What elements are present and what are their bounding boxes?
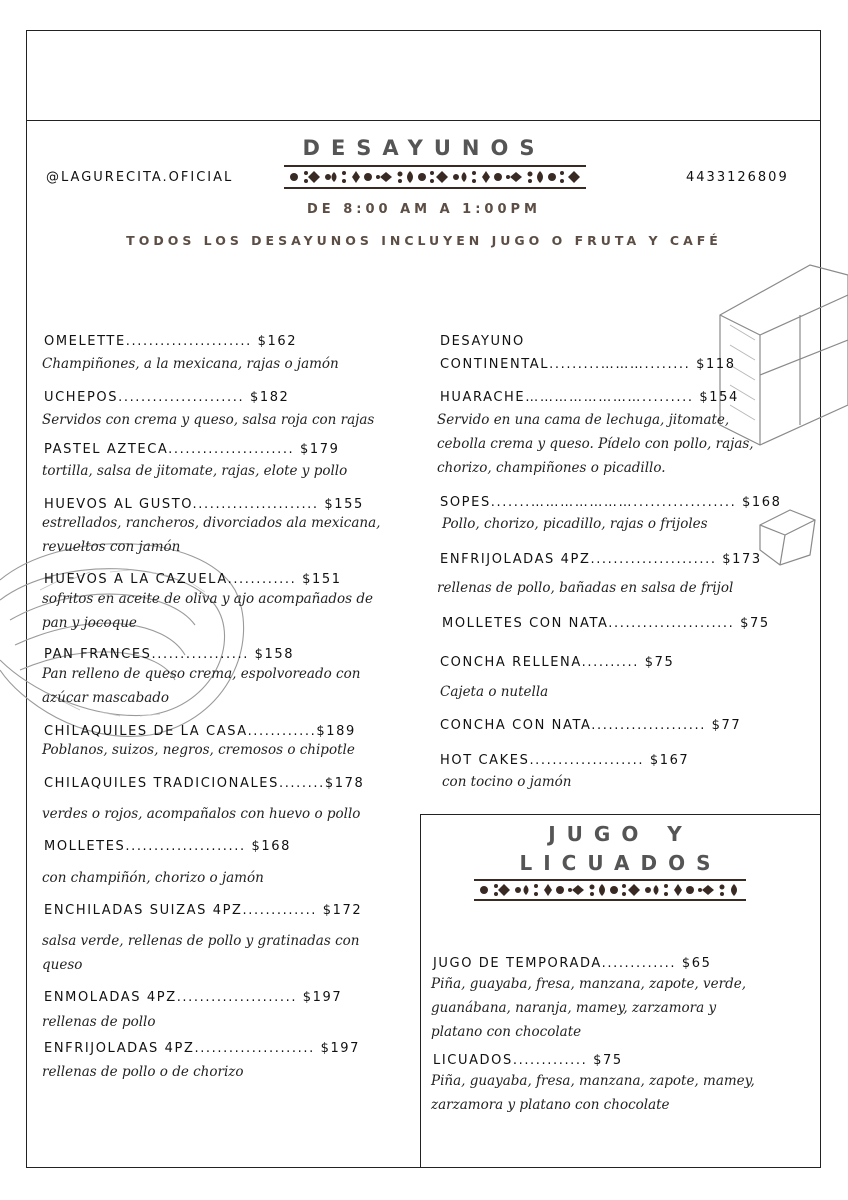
menu-item-description: Piña, guayaba, fresa, manzana, zapote, mamey, zarzamora y platano con chocolate — [431, 1073, 755, 1113]
menu-item-description: Poblanos, suizos, negros, cremosos o chipotle — [42, 742, 355, 758]
menu-item-description: con champiñón, chorizo o jamón — [42, 870, 264, 886]
menu-item-title: LICUADOS............. $75 — [433, 1053, 623, 1068]
menu-item-title: DESAYUNO — [440, 334, 525, 349]
menu-item-title: OMELETTE...................... $162 — [44, 334, 298, 349]
page-title: DESAYUNOS — [302, 136, 546, 160]
drinks-title-line1: JUGO Y — [548, 822, 693, 846]
menu-item-title: PASTEL AZTECA...................... $179 — [44, 442, 340, 457]
menu-item-title: CONCHA CON NATA.................... $77 — [440, 718, 742, 733]
menu-item-description: salsa verde, rellenas de pollo y gratinadas con queso — [42, 933, 360, 973]
menu-item-title: CHILAQUILES TRADICIONALES........$178 — [44, 776, 365, 791]
header-divider — [26, 120, 821, 121]
menu-item-description: Cajeta o nutella — [440, 684, 549, 700]
menu-item-title: CONCHA RELLENA.......... $75 — [440, 655, 675, 670]
menu-item-description: rellenas de pollo o de chorizo — [42, 1064, 244, 1080]
menu-item-description: Pan relleno de queso crema, espolvoreado con azúcar mascabado — [42, 666, 361, 706]
menu-item-title: CONTINENTAL.........………........ $118 — [440, 357, 736, 372]
menu-item-title: JUGO DE TEMPORADA............. $65 — [433, 956, 712, 971]
menu-item-description: sofritos en aceite de oliva y ajo acompañados de pan y jocoque — [42, 591, 374, 631]
menu-item-description: rellenas de pollo, bañadas en salsa de frijol — [437, 580, 734, 596]
menu-item-title: HUEVOS AL GUSTO...................... $155 — [44, 497, 364, 512]
menu-item-title: PAN FRANCES................. $158 — [44, 647, 295, 662]
menu-item-description: Servido en una cama de lechuga, jitomate, cebolla crema y queso. Pídelo con pollo, rajas, chorizo, champiñones o picadillo. — [437, 412, 754, 476]
menu-item-title: MOLLETES CON NATA...................... $75 — [442, 616, 770, 631]
menu-item-description: verdes o rojos, acompañalos con huevo o pollo — [42, 806, 361, 822]
hours: DE 8:00 AM A 1:00PM — [307, 202, 541, 217]
menu-item-title: ENFRIJOLADAS 4PZ...................... $173 — [440, 552, 762, 567]
menu-item-title: ENMOLADAS 4PZ..................... $197 — [44, 990, 343, 1005]
phone-number: 4433126809 — [686, 170, 789, 185]
menu-item-title: HOT CAKES.................... $167 — [440, 753, 690, 768]
menu-item-description: Champiñones, a la mexicana, rajas o jamón — [42, 356, 339, 372]
menu-item-title: SOPES.......………………….................. $168 — [440, 495, 782, 510]
menu-item-title: ENFRIJOLADAS 4PZ..................... $197 — [44, 1041, 361, 1056]
papel-picado-banner-icon — [474, 877, 746, 903]
menu-item-description: Piña, guayaba, fresa, manzana, zapote, verde, guanábana, naranja, mamey, zarzamora y platano con chocolate — [431, 976, 747, 1040]
menu-item-description: tortilla, salsa de jitomate, rajas, elote y pollo — [42, 463, 348, 479]
includes-note: TODOS LOS DESAYUNOS INCLUYEN JUGO O FRUTA Y CAFÉ — [126, 233, 722, 248]
menu-item-description: estrellados, rancheros, divorciados ala mexicana, revueltos con jamón — [42, 515, 381, 555]
menu-item-title: UCHEPOS...................... $182 — [44, 390, 290, 405]
menu-item-title: MOLLETES..................... $168 — [44, 839, 291, 854]
menu-item-title: ENCHILADAS SUIZAS 4PZ............. $172 — [44, 903, 363, 918]
social-handle: @LAGURECITA.OFICIAL — [46, 170, 234, 185]
menu-item-description: con tocino o jamón — [442, 774, 572, 790]
menu-item-title: HUARACHE……………………......... $154 — [440, 390, 739, 405]
menu-item-title: HUEVOS A LA CAZUELA............ $151 — [44, 572, 342, 587]
menu-item-description: Pollo, chorizo, picadillo, rajas o frijoles — [442, 516, 708, 532]
papel-picado-banner-icon — [284, 163, 586, 191]
menu-item-description: Servidos con crema y queso, salsa roja con rajas — [42, 412, 375, 428]
drinks-title-line2: LICUADOS — [519, 851, 722, 875]
menu-item-title: CHILAQUILES DE LA CASA............$189 — [44, 724, 356, 739]
menu-item-description: rellenas de pollo — [42, 1014, 156, 1030]
